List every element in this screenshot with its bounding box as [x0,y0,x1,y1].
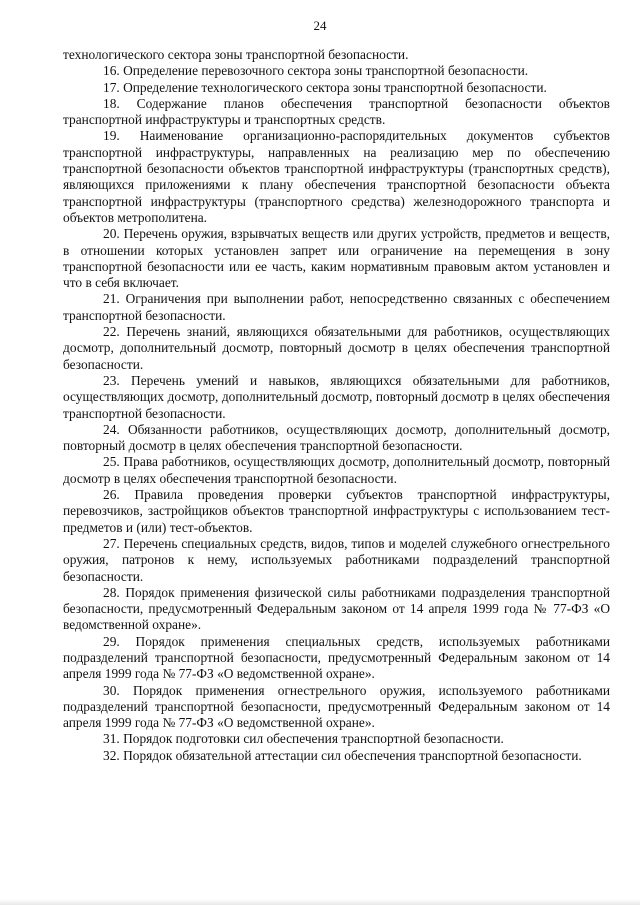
list-item-20: 20. Перечень оружия, взрывчатых веществ или других устройств, предметов и веществ, в отношении которых установлен запрет или ограничение на перемещения в зону транспортной безопасности или ее часть, каким нормативным правовым актом установлен и что в себя включает. [63,226,610,291]
page-number: 24 [313,18,327,33]
list-item-22: 22. Перечень знаний, являющихся обязательными для работников, осуществляющих досмотр, дополнительный досмотр, повторный досмотр в целях обеспечения транспортной безопасности. [63,324,610,372]
list-item-27: 27. Перечень специальных средств, видов, типов и моделей служебного огнестрельного оружия, патронов к нему, используемых работниками подразделений транспортной безопасности. [63,535,610,584]
list-item-17: 17. Определение технологического сектора зоны транспортной безопасности. [103,79,547,95]
page-bottom-edge [0,899,640,905]
list-item-25: 25. Права работников, осуществляющих досмотр, дополнительный досмотр, повторный досмотр в целях обеспечения транспортной безопасности. [63,454,610,486]
list-item-21: 21. Ограничения при выполнении работ, непосредственно связанных с обеспечением транспортной безопасности. [63,291,610,323]
list-item-28: 28. Порядок применения физической силы работниками подразделения транспортной безопасности, предусмотренный Федеральным законом от 14 апреля 1999 года № 77-ФЗ «О ведомственной охране». [63,584,610,633]
list-item-19: 19. Наименование организационно-распорядительных документов субъектов транспортной инфраструктуры, направленных на реализацию мер по обеспечению транспортной безопасности объектов транспортной инфраструктуры (транспортных средств), являющихся приложениями к плану обеспечения транспортной безопасности объекта транспортной инфраструктуры (транспортного средства) железнодорожного транспорта и объектов метрополитена. [63,128,610,225]
list-item-30: 30. Порядок применения огнестрельного оружия, используемого работниками подразделений транспортной безопасности, предусмотренный Федеральным законом от 14 апреля 1999 года № 77-ФЗ «О ведомственной охране». [63,682,610,731]
document-body [63,47,610,764]
list-item-18: 18. Содержание планов обеспечения транспортной безопасности объектов транспортной инфраструктуры и транспортных средств. [63,95,610,128]
list-item-29: 29. Порядок применения специальных средств, используемых работниками подразделений транспортной безопасности, предусмотренный Федеральным законом от 14 апреля 1999 года № 77-ФЗ «О ведомственной охране». [63,633,610,682]
list-item-32: 32. Порядок обязательной аттестации сил обеспечения транспортной безопасности. [103,747,582,763]
list-item-24: 24. Обязанности работников, осуществляющих досмотр, дополнительный досмотр, повторный досмотр в целях обеспечения транспортной безопасности. [63,421,610,454]
list-item-26: 26. Правила проведения проверки субъектов транспортной инфраструктуры, перевозчиков, застройщиков объектов транспортной инфраструктуры с использованием тест-предметов и (или) тест-объектов. [63,487,610,535]
list-item-31: 31. Порядок подготовки сил обеспечения транспортной безопасности. [103,731,504,747]
list-item-16: 16. Определение перевозочного сектора зоны транспортной безопасности. [103,63,529,79]
list-item-23: 23. Перечень умений и навыков, являющихся обязательными для работников, осуществляющих досмотр, дополнительный досмотр, повторный досмотр в целях обеспечения транспортной безопасности. [63,372,610,421]
paragraph-continuation: технологического сектора зоны транспортной безопасности. [63,47,409,62]
